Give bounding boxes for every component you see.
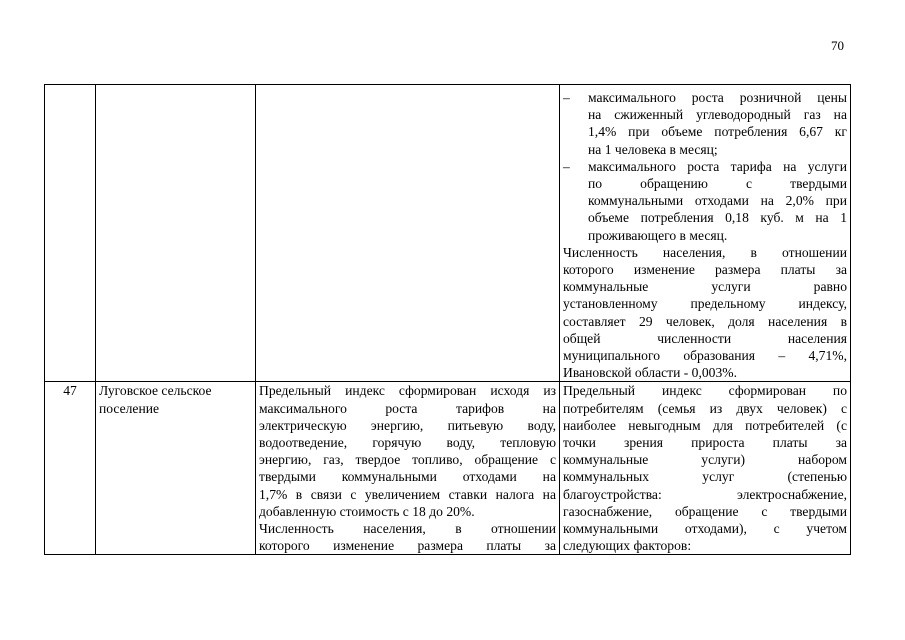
text-line: коммунальные услуги равно [563, 279, 847, 295]
text-line: энергию, газ, твердое топливо, обращение с [259, 452, 556, 468]
cell-municipality [96, 382, 256, 555]
text-line: составляет 29 человек, доля населения в [563, 313, 847, 329]
text-line: максимального роста тарифов на [259, 400, 556, 416]
table-row [45, 85, 851, 382]
text-line: 1,7% в связи с увеличением ставки налога на [259, 486, 556, 502]
text-line: добавленную стоимость с 18 до 20%. [259, 503, 475, 519]
text-line: водоотведение, горячую воду, тепловую [259, 435, 556, 451]
list-item [563, 89, 847, 158]
text-line: Ивановской области - 0,003%. [563, 365, 737, 381]
text-line: коммунальными отходами на 2,0% при [588, 193, 847, 209]
text-line: наиболее невыгодным для потребителей (с [563, 417, 847, 433]
text-line: Численность населения, в отношении [259, 521, 556, 537]
text-line: по обращению с твердыми [588, 176, 847, 192]
list-item [563, 158, 847, 244]
page-number: 70 [831, 38, 844, 53]
cell-municipality [96, 85, 256, 382]
dash-marker: – [563, 158, 570, 174]
cell-index-details [560, 85, 851, 382]
cell-number: 47 [45, 382, 96, 555]
text-line: благоустройства: электроснабжение, [563, 486, 847, 502]
cell-index-description [256, 85, 560, 382]
text-line: муниципального образования – 4,71%, [563, 348, 847, 364]
text-line: объеме потребления 0,18 куб. м на 1 [588, 210, 847, 226]
text-line: твердыми коммунальными отходами на [259, 469, 556, 485]
text-line: проживающего в месяц. [588, 227, 728, 243]
table-row [45, 382, 851, 555]
text-line: на 1 человека в месяц; [588, 141, 718, 157]
text-line: коммунальных услуг (степенью [563, 469, 847, 485]
text-line: максимального роста тарифа на услуги [588, 158, 847, 174]
tariff-table [44, 84, 851, 555]
text-line: электрическую энергию, питьевую воду, [259, 417, 556, 433]
text-line: Численность населения, в отношении [563, 244, 847, 260]
text-line: коммунальными отходами), с учетом [563, 521, 847, 537]
text-line: Предельный индекс сформирован по [563, 383, 847, 399]
cell-index-details [560, 382, 851, 555]
text-line: на сжиженный углеводородный газ на [588, 107, 847, 123]
text-line: общей численности населения [563, 330, 847, 346]
text-line: коммунальные услуги) набором [563, 452, 847, 468]
text-line: которого изменение размера платы за [259, 538, 556, 554]
text-line: потребителям (семья из двух человек) с [563, 400, 847, 416]
text-line: Предельный индекс сформирован исходя из [259, 383, 556, 399]
text-line: точки зрения прироста платы за [563, 435, 847, 451]
dash-marker: – [563, 90, 570, 105]
cell-index-description [256, 382, 560, 555]
municipality-name: Луговское сельское [99, 383, 212, 399]
text-line: 1,4% при объеме потребления 6,67 кг [588, 124, 847, 140]
cell-number [45, 85, 96, 382]
population-paragraph [563, 244, 847, 382]
text-line: следующих факторов: [563, 538, 692, 554]
text-line: которого изменение размера платы за [563, 262, 847, 278]
text-line: газоснабжение, обращение с твердыми [563, 503, 847, 519]
index-paragraph [259, 382, 556, 520]
municipality-name: поселение [99, 400, 160, 416]
text-line: установленному предельному индексу, [563, 296, 847, 312]
text-line: максимального роста розничной цены [588, 90, 847, 105]
population-paragraph [259, 520, 556, 554]
